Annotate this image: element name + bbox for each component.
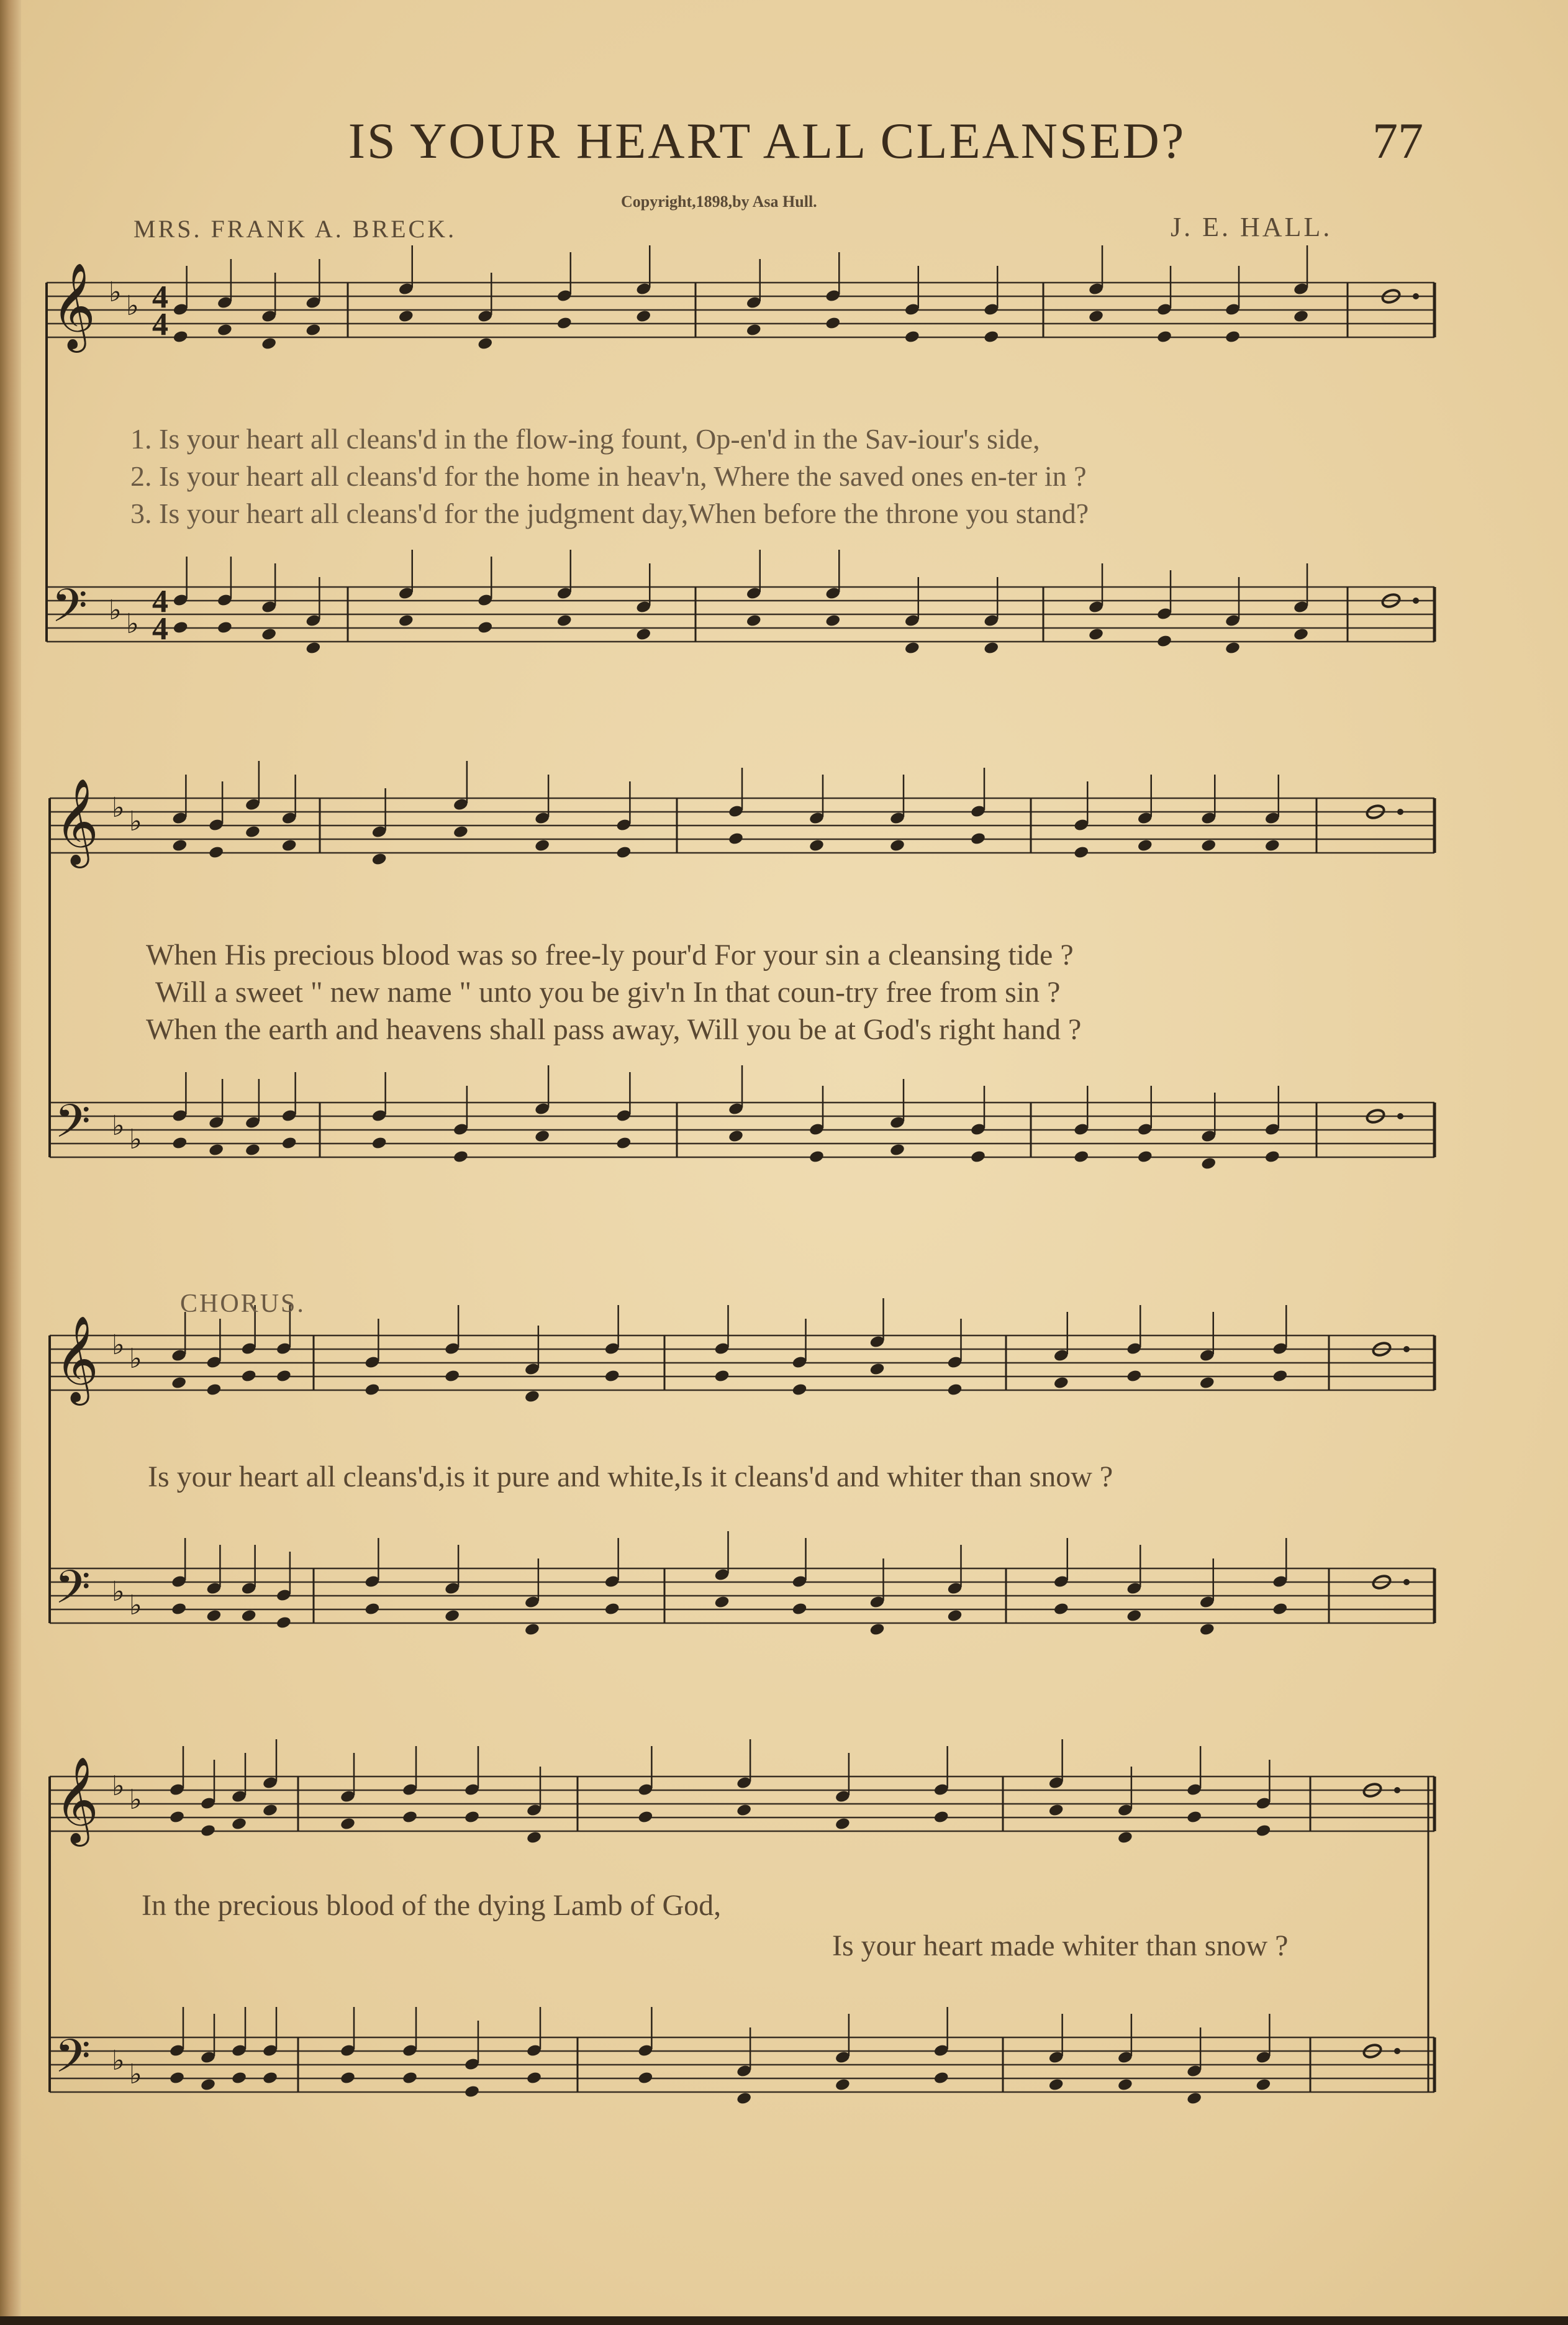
note-head [402,1810,418,1824]
note-head [869,1622,885,1637]
dot [1413,293,1419,299]
note-head [791,1383,807,1397]
note-head [526,2071,542,2085]
note-head [809,839,825,853]
note-head [169,1810,185,1824]
note-head [371,852,387,867]
note-head [1048,1803,1064,1818]
dot [1394,2048,1400,2054]
note-head [217,323,233,337]
note-head [714,1369,730,1383]
note-head [477,337,493,351]
note-head [904,641,920,655]
note-head [1293,309,1309,324]
note-head [364,1602,380,1616]
note-head [1264,839,1280,853]
note-head [1186,1810,1202,1824]
note-head [1225,641,1241,655]
note-head [1156,634,1172,648]
flat-icon: ♭ [112,792,125,824]
flat-icon: ♭ [129,1590,142,1621]
treble-clef-icon: 𝄞 [55,1316,99,1402]
flat-icon: ♭ [112,1329,125,1361]
note-head [241,1369,257,1383]
note-head [809,1150,825,1164]
bass-clef-icon: 𝄢 [55,1094,91,1160]
page-bottom-edge [0,2316,1568,2325]
dot [1397,1113,1403,1119]
composer-credit: J. E. HALL. [1171,212,1333,242]
flat-icon: ♭ [112,1576,125,1608]
note-head [276,1616,292,1630]
note-head [825,316,841,330]
note-head [171,839,188,853]
note-head [477,621,493,635]
note-head [946,1609,963,1623]
note-head [869,1362,885,1376]
verse-line-1: 1. Is your heart all cleans'd in the flow-ing fount, Op-en'd in the Sav-iour's side, [130,423,1040,455]
note-head [241,1609,257,1623]
flat-icon: ♭ [129,1784,142,1816]
note-head [637,1810,653,1824]
note-head [200,1824,216,1838]
verse-line-3: 3. Is your heart all cleans'd for the judgment day,When before the throne you stand? [130,498,1089,529]
note-head [262,1803,278,1818]
chorus-line-1: Is your heart all cleans'd,is it pure and white,Is it cleans'd and whiter than snow ? [148,1460,1113,1493]
note-head [556,614,573,628]
note-head [444,1369,460,1383]
note-head [1156,330,1172,344]
note-head [281,839,297,853]
note-head [1255,2078,1271,2092]
note-head [615,1136,632,1150]
lyricist-credit: MRS. FRANK A. BRECK. [134,215,457,243]
note-head [173,330,189,344]
note-head [791,1602,807,1616]
note-head [736,1803,752,1818]
note-head [276,1369,292,1383]
hymn-title: IS YOUR HEART ALL CLEANSED? [348,112,1186,169]
note-head [1053,1602,1069,1616]
note-head [464,2085,480,2099]
page-number: 77 [1372,112,1423,169]
note-head [245,1143,261,1157]
note-head [173,621,189,635]
note-head [1199,1376,1215,1390]
note-head [889,1143,905,1157]
note-head [208,1143,224,1157]
note-head [825,614,841,628]
treble-clef-icon: 𝄞 [55,778,99,865]
note-head [200,2078,216,2092]
note-head [1137,839,1153,853]
bass-clef-icon: 𝄢 [52,579,88,644]
note-head [615,845,632,860]
note-head [217,621,233,635]
note-head [1088,627,1104,642]
note-head [946,1383,963,1397]
verse-line-2: 2. Is your heart all cleans'd for the home in heav'n, Where the saved ones en-ter in ? [130,460,1087,492]
note-head [1126,1369,1142,1383]
note-head [714,1595,730,1609]
note-head [262,2071,278,2085]
note-head [453,1150,469,1164]
note-head [1137,1150,1153,1164]
flat-icon: ♭ [126,608,139,640]
note-head [1264,1150,1280,1164]
note-head [1126,1609,1142,1623]
note-head [231,2071,247,2085]
note-head [453,825,469,839]
time-signature: 4 [152,611,168,647]
note-head [1186,2091,1202,2106]
time-signature: 4 [152,280,168,315]
note-head [364,1383,380,1397]
note-head [524,1622,540,1637]
note-head [1073,1150,1089,1164]
flat-icon: ♭ [129,2059,142,2090]
note-head [933,2071,949,2085]
note-head [728,832,744,846]
flat-icon: ♭ [109,276,122,308]
note-head [933,1810,949,1824]
flat-icon: ♭ [129,806,142,837]
note-head [728,1129,744,1144]
note-head [736,2091,752,2106]
verse-line-3-cont: When the earth and heavens shall pass away, Will you be at God's right hand ? [146,1013,1082,1046]
bass-clef-icon: 𝄢 [55,2029,91,2095]
note-head [983,330,999,344]
note-head [281,1136,297,1150]
note-head [526,1831,542,1845]
dot [1403,1579,1410,1585]
note-head [1272,1602,1288,1616]
dot [1413,598,1419,604]
note-head [1088,309,1104,324]
verse-line-2-cont: Will a sweet " new name " unto you be giv'n In that coun-try free from sin ? [155,976,1061,1009]
note-head [524,1390,540,1404]
note-head [245,825,261,839]
note-head [835,1817,851,1831]
note-head [340,1817,356,1831]
note-head [305,323,321,337]
note-head [637,2071,653,2085]
note-head [305,641,321,655]
note-head [261,627,277,642]
note-head [534,1129,550,1144]
note-head [402,2071,418,2085]
note-head [371,1136,387,1150]
note-head [169,2071,185,2085]
note-head [206,1383,222,1397]
note-head [604,1369,620,1383]
note-head [261,337,277,351]
flat-icon: ♭ [129,1343,142,1375]
chorus-line-2a: In the precious blood of the dying Lamb of God, [142,1889,722,1922]
note-head [635,309,651,324]
note-head [904,330,920,344]
note-head [889,839,905,853]
note-head [746,323,762,337]
note-head [1200,839,1217,853]
note-head [1053,1376,1069,1390]
note-head [171,1602,187,1616]
note-head [835,2078,851,2092]
flat-icon: ♭ [109,594,122,626]
note-head [1272,1369,1288,1383]
note-head [556,316,573,330]
note-head [398,614,414,628]
note-head [1117,2078,1133,2092]
treble-clef-icon: 𝄞 [52,263,96,349]
note-head [1199,1622,1215,1637]
note-head [171,1136,188,1150]
note-head [444,1609,460,1623]
flat-icon: ♭ [112,1770,125,1802]
note-head [340,2071,356,2085]
note-head [1293,627,1309,642]
flat-icon: ♭ [112,2045,125,2077]
note-head [983,641,999,655]
note-head [206,1609,222,1623]
note-head [464,1810,480,1824]
note-head [398,309,414,324]
time-signature: 4 [152,307,168,342]
flat-icon: ♭ [112,1110,125,1142]
chorus-label: CHORUS. [180,1290,306,1318]
bass-clef-icon: 𝄢 [55,1560,91,1626]
treble-clef-icon: 𝄞 [55,1757,99,1843]
note-head [1048,2078,1064,2092]
dot [1397,809,1403,815]
note-head [1117,1831,1133,1845]
dot [1403,1346,1410,1352]
verse-line-1-cont: When His precious blood was so free-ly pour'd For your sin a cleansing tide ? [146,939,1074,971]
note-head [1255,1824,1271,1838]
note-head [970,1150,986,1164]
note-head [635,627,651,642]
note-head [1225,330,1241,344]
dot [1394,1787,1400,1793]
note-head [171,1376,187,1390]
note-head [208,845,224,860]
note-head [1200,1157,1217,1171]
note-head [1073,845,1089,860]
flat-icon: ♭ [129,1124,142,1155]
note-head [746,614,762,628]
note-head [231,1817,247,1831]
chorus-line-2b: Is your heart made whiter than snow ? [832,1929,1289,1962]
note-head [534,839,550,853]
flat-icon: ♭ [126,290,139,322]
note-head [604,1602,620,1616]
time-signature: 4 [152,584,168,619]
copyright-notice: Copyright,1898,by Asa Hull. [621,193,817,211]
note-head [970,832,986,846]
